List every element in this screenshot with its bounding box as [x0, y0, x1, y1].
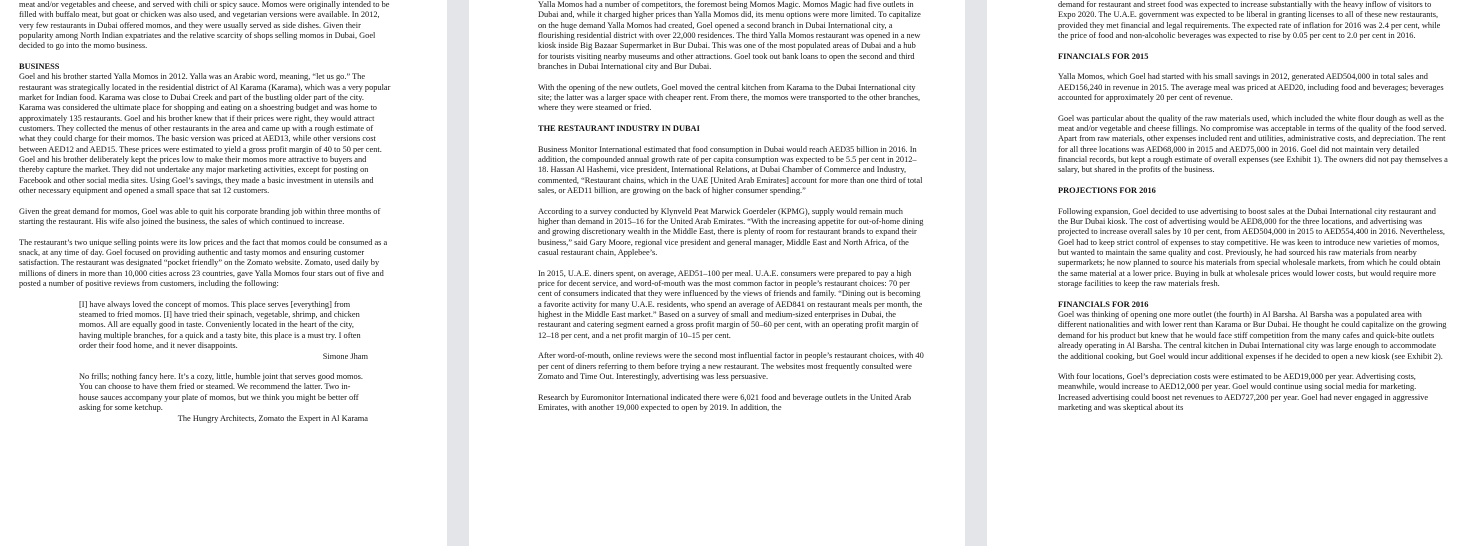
heading-restaurant-industry: THE RESTAURANT INDUSTRY IN DUBAI — [538, 124, 700, 134]
paragraph-financials-2016: Goel was thinking of opening one more outlet (the fourth) in Al Barsha. Al Barsha was a populated area with different nationalities and with lower rent than Karama or Bur Dubai. He thought he could capitalize on the growing demand for his product but knew that he would face stiff competition from the many cafes and quick-bite outlets already operating in Al Barsha. The central kitchen in Dubai International city was large enough to accommodate the additional cooking, but Goel would incur additional expenses if he decided to open a new kiosk (see Exhibit 2). — [1058, 310, 1447, 361]
paragraph-competitors: Yalla Momos had a number of competitors, the foremost being Momos Magic. Momos Magic had five outlets in Dubai and, while it charged higher prices than Yalla Momos did, its menu options were more limited. To capitalize on the huge demand Yalla Momos had created, Goel opened a second branch in Dubai International city, a flourishing residential district with over 22,000 residences. The third Yalla Momos restaurant was opened in a new kiosk inside Big Bazaar Supermarket in Bur Dubai. This was one of the most populated areas of Dubai and a hub for tourists visiting nearby museums and other attractions. Goel took out bank loans to open the second and third branches in Dubai International city and Bur Dubai. — [538, 0, 921, 72]
paragraph-projections-2016: Following expansion, Goel decided to use advertising to boost sales at the Dubai International city restaurant and the Bur Dubai kiosk. The cost of advertising would be AED8,000 for the three locations, and advertising was projected to increase overall sales by 10 per cent, from AED504,000 in 2015 to AED554,400 in 2016. Nevertheless, Goel had to keep strict control of expenses to stay competitive. He was keen to introduce new varieties of momos, but wanted to maintain the same quality and cost. Previously, he had sourced his raw materials from nearby supermarkets; he now planned to source his materials from special wholesale markets, from which he could obtain the same material at a lower price. Buying in bulk at wholesale prices would lower costs, but would require more storage facilities to keep the raw materials fresh. — [1058, 206, 1445, 289]
document-page-3 — [987, 0, 1459, 546]
spacer — [538, 134, 924, 144]
heading-business: BUSINESS — [19, 62, 60, 72]
paragraph-industry-2: According to a survey conducted by Klynveld Peat Marwick Goerdeler (KPMG), supply would remain much higher than demand in 2015–16 for the United Arab Emirates. “With the increasing appetite for out-of-home dining and growing discretionary wealth in the Middle East, there is plenty of room for restaurant brands to expand their business,” said Gary Moore, regional vice president and general manager, Middle East and North Africa, of the casual restaurant chain, Applebee’s. — [538, 206, 924, 258]
review-quote-1-author: Simone Jham — [322, 351, 368, 361]
page-1-text-column — [19, 0, 391, 424]
review-quote-2 — [19, 372, 391, 424]
review-quote-2-text: No frills; nothing fancy here. It’s a cozy, little, humble joint that serves good momos. You can choose to have them fried or steamed. We recommend the latter. Two in-house sauces accompany your plate of momos, but we think you might be better off asking for some ketchup. — [79, 372, 364, 413]
review-quote-1 — [19, 300, 391, 362]
paragraph-demand: demand for restaurant and street food was expected to increase substantially with the heavy inflow of visitors to Expo 2020. The U.A.E. government was expected to be liberal in granting licenses to all of these new restaurants, provided they met financial and legal requirements. The expected rate of inflation for 2016 was 2.4 per cent, while the price of food and non-alcoholic beverages was expected to rise by 0.05 per cent to 2.0 per cent in 2016. — [1058, 0, 1441, 41]
review-quote-1-text: [I] have always loved the concept of momos. This place serves [everything] from steamed to fried momos. [I] have tried their spinach, vegetable, shrimp, and chicken momos. All are equally good in taste. Conveniently located in the heart of the city, having multiple branches, for a quick and a tasty bite, this place is a must try. I often order their food home, and it never disappoints. — [79, 299, 361, 351]
spacer — [1058, 196, 1448, 206]
paragraph-industry-3: In 2015, U.A.E. diners spent, on average, AED51–100 per meal. U.A.E. consumers were prepared to pay a high price for decent service, and word-of-mouth was the most common factor in people’s restaurant choices: 70 per cent of consumers indicated that they were influenced by the views of friends and family. “Dining out is becoming a favorite activity for many U.A.E. residents, who spend an average of AED841 on restaurant meals per month, the highest in the Middle East market.” Based on a survey of small and medium-sized enterprises in Dubai, the restaurant and catering segment earned a gross profit margin of 50–60 per cent, with an operating profit margin of 12–18 per cent, and a net profit margin of 10–15 per cent. — [538, 268, 923, 340]
heading-projections-2016: PROJECTIONS FOR 2016 — [1058, 186, 1156, 196]
paragraph-financials-2015-2: Goel was particular about the quality of the raw materials used, which included the white flour dough as well as the meat and/or vegetable and cheese fillings. No compromise was acceptable in terms of the quality of the food served. Apart from raw materials, other expenses included rent and utilities, administrative costs, and depreciation. The rent for all three locations was AED68,000 in 2015 and AED75,000 in 2016. Goel did not maintain very detailed financial records, but kept a rough estimate of overall expenses (see Exhibit 1). The owners did not pay themselves a salary, but shared in the profits of the business. — [1058, 113, 1448, 175]
paragraph-business: Goel and his brother started Yalla Momos in 2012. Yalla was an Arabic word, meaning, “let us go.” The restaurant was strategically located in the residential district of Al Karama (Karama), which was a very popular market for Indian food. Karama was close to Dubai Creek and part of the bustling older part of the city. Karama was considered the ultimate place for shopping and eating on a shoestring budget and was home to approximately 135 restaurants. Goel and his brother knew that if their prices were right, they would attract customers. They collected the menus of other restaurants in the area and came up with a rough estimate of what they could charge for their momos. The basic version was priced at AED13, while other versions cost between AED12 and AED15. These prices were estimated to yield a gross profit margin of 40 to 50 per cent. Goel and his brother deliberately kept the prices low to make their momos more attractive to buyers and thereby capture the market. They did not undertake any major marketing activities, except for posting on Facebook and other social media sites. Using Goel’s savings, they made a basic investment in utensils and other necessary equipment and opened a small space that sat 12 customers. — [19, 72, 391, 196]
heading-financials-2015: FINANCIALS FOR 2015 — [1058, 51, 1149, 61]
review-quote-2-author: The Hungry Architects, Zomato the Expert in Al Karama — [177, 413, 368, 423]
document-page-1 — [0, 0, 447, 546]
paragraph-selling-points: The restaurant’s two unique selling points were its low prices and the fact that momos could be consumed as a snack, at any time of day. Goel focused on providing authentic and tasty momos and ensuring customer satisfaction. The restaurant was designated “pocket friendly” on the Zomato website. Zomato, used daily by millions of diners in more than 10,000 cities across 23 countries, gave Yalla Momos four stars out of five and posted a number of positive reviews from customers, including the following: — [19, 237, 388, 289]
paragraph-branding: Given the great demand for momos, Goel was able to quit his corporate branding job within three months of starting the restaurant. His wife also joined the business, the sales of which continued to increase. — [19, 206, 381, 227]
document-page-2 — [469, 0, 965, 546]
heading-financials-2016: FINANCIALS FOR 2016 — [1058, 299, 1149, 309]
paragraph-industry-1: Business Monitor International estimated that food consumption in Dubai would reach AED35 billion in 2016. In addition, the compounded annual growth rate of per capita consumption was expected to be 5.5 per cent in 2012–18. Hassan Al Hashemi, vice president, International Relations, at Dubai Chamber of Commerce and Industry, commented, “Restaurant chains, which in the UAE [United Arab Emirates] account for more than one third of total sales, or AED11 billion, are growing on the back of higher consumer spending.” — [538, 144, 923, 196]
page-2-text-column — [538, 0, 924, 413]
spacer — [1058, 62, 1448, 72]
page-3-text-column — [1058, 0, 1448, 414]
paragraph-intro: meat and/or vegetables and cheese, and served with chili or spicy sauce. Momos were originally intended to be filled with buffalo meat, but goat or chicken was also used, and vegetarian versions were available. In 2012, very few restaurants in Dubai offered momos, and they were usually served as side dishes. Given their popularity among North Indian expatriates and the relative scarcity of shops selling momos in Dubai, Goel decided to go into the momo business. — [19, 0, 390, 51]
paragraph-industry-4: After word-of-mouth, online reviews were the second most influential factor in people’s restaurant choices, with 40 per cent of diners referring to them before trying a new restaurant. The websites most frequently consulted were Zomato and Time Out. Interestingly, advertising was less persuasive. — [538, 351, 924, 382]
paragraph-financials-2015-1: Yalla Momos, which Goel had started with his small savings in 2012, generated AED504,000 in total sales and AED156,240 in revenue in 2015. The average meal was priced at AED20, including food and beverages; beverages accounted for approximately 20 per cent of revenue. — [1058, 72, 1444, 103]
paragraph-depreciation: With four locations, Goel’s depreciation costs were estimated to be AED19,000 per year. Advertising costs, meanwhile, would increase to AED12,000 per year. Goel would continue using social media for marketing. Increased advertising could boost net revenues to AED727,200 per year. Goel had never engaged in aggressive marketing and was skeptical about its — [1058, 372, 1429, 413]
paragraph-central-kitchen: With the opening of the new outlets, Goel moved the central kitchen from Karama to the Dubai International city site; the latter was a larger space with cheaper rent. From there, the momos were transported to the other branches, where they were steamed or fried. — [538, 82, 921, 113]
paragraph-industry-5: Research by Euromonitor International indicated there were 6,021 food and beverage outlets in the United Arab Emirates, with another 19,000 expected to open by 2019. In addition, the — [538, 392, 912, 413]
